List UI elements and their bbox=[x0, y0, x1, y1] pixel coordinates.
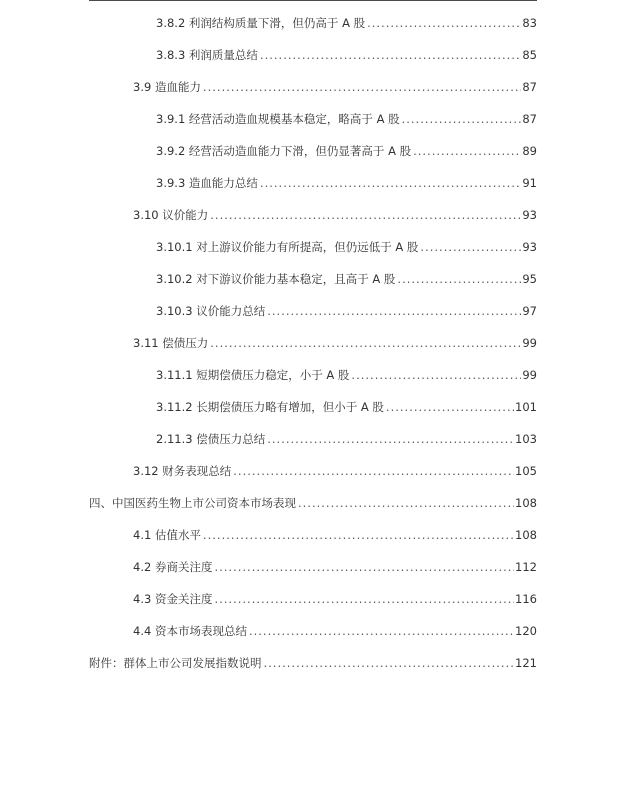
toc-entry-3-11[interactable] bbox=[133, 330, 537, 350]
toc-page-number: 97 bbox=[522, 304, 537, 318]
toc-entry-2-11-3[interactable] bbox=[156, 426, 537, 446]
toc-entry-3-11-2[interactable] bbox=[156, 394, 537, 414]
toc-dot-leader bbox=[233, 464, 514, 478]
toc-page-number: 120 bbox=[515, 624, 537, 638]
toc-entry-title: 四、中国医药生物上市公司资本市场表现 bbox=[89, 496, 296, 510]
toc-entry-3-8-3[interactable] bbox=[156, 42, 537, 62]
toc-entry-4-3[interactable] bbox=[133, 586, 537, 606]
toc-page-number: 93 bbox=[522, 240, 537, 254]
toc-dot-leader bbox=[397, 272, 521, 286]
toc-entry-title: 3.10.2 对下游议价能力基本稳定，且高于 A 股 bbox=[156, 272, 396, 286]
toc-entry-title: 3.10 议价能力 bbox=[133, 208, 209, 222]
toc-dot-leader bbox=[203, 80, 521, 94]
toc-entry-appendix[interactable] bbox=[89, 650, 537, 670]
toc-page-number: 105 bbox=[515, 464, 537, 478]
toc-entry-title: 2.11.3 偿债压力总结 bbox=[156, 432, 266, 446]
toc-page-number: 87 bbox=[522, 112, 537, 126]
toc-dot-leader bbox=[264, 656, 515, 670]
toc-entry-3-9-1[interactable] bbox=[156, 106, 537, 126]
toc-dot-leader bbox=[351, 368, 521, 382]
toc-entry-title: 3.11 偿债压力 bbox=[133, 336, 209, 350]
toc-entry-3-10-2[interactable] bbox=[156, 266, 537, 286]
toc-page-number: 85 bbox=[522, 48, 537, 62]
toc-page-number: 87 bbox=[522, 80, 537, 94]
toc-page-number: 112 bbox=[515, 560, 537, 574]
toc-entry-3-12[interactable] bbox=[133, 458, 537, 478]
toc-dot-leader bbox=[420, 240, 521, 254]
toc-dot-leader bbox=[214, 592, 514, 606]
toc-dot-leader bbox=[210, 208, 521, 222]
toc-page-number: 95 bbox=[522, 272, 537, 286]
toc-page-number: 101 bbox=[515, 400, 537, 414]
toc-dot-leader bbox=[260, 176, 521, 190]
toc-entry-title: 3.11.2 长期偿债压力略有增加，但小于 A 股 bbox=[156, 400, 384, 414]
toc-entry-title: 3.11.1 短期偿债压力稳定，小于 A 股 bbox=[156, 368, 350, 382]
toc-dot-leader bbox=[214, 560, 514, 574]
toc-entry-3-10-1[interactable] bbox=[156, 234, 537, 254]
toc-dot-leader bbox=[402, 112, 522, 126]
toc-entry-title: 3.12 财务表现总结 bbox=[133, 464, 232, 478]
toc-entry-title: 3.8.3 利润质量总结 bbox=[156, 48, 258, 62]
toc-entry-3-9-3[interactable] bbox=[156, 170, 537, 190]
toc-entry-title: 3.8.2 利润结构质量下滑，但仍高于 A 股 bbox=[156, 16, 366, 30]
toc-entry-3-10[interactable] bbox=[133, 202, 537, 222]
toc-entry-title: 3.10.3 议价能力总结 bbox=[156, 304, 266, 318]
header-rule bbox=[89, 0, 537, 1]
toc-dot-leader bbox=[267, 304, 521, 318]
toc-page-number: 91 bbox=[522, 176, 537, 190]
toc-dot-leader bbox=[267, 432, 514, 446]
toc-page-number: 108 bbox=[515, 496, 537, 510]
toc-entry-4-2[interactable] bbox=[133, 554, 537, 574]
toc-entry-chapter-4[interactable] bbox=[89, 490, 537, 510]
toc-entry-title: 附件：群体上市公司发展指数说明 bbox=[89, 656, 262, 670]
toc-page-number: 89 bbox=[522, 144, 537, 158]
toc-page-number: 99 bbox=[522, 336, 537, 350]
toc-entry-title: 3.10.1 对上游议价能力有所提高，但仍远低于 A 股 bbox=[156, 240, 419, 254]
toc-page-number: 83 bbox=[522, 16, 537, 30]
toc-dot-leader bbox=[386, 400, 514, 414]
toc-entry-3-9[interactable] bbox=[133, 74, 537, 94]
toc-entry-title: 3.9.2 经营活动造血能力下滑，但仍显著高于 A 股 bbox=[156, 144, 412, 158]
toc-entry-3-8-2[interactable] bbox=[156, 10, 537, 30]
toc-entry-3-9-2[interactable] bbox=[156, 138, 537, 158]
toc-dot-leader bbox=[298, 496, 514, 510]
toc-page-number: 103 bbox=[515, 432, 537, 446]
toc-entry-4-4[interactable] bbox=[133, 618, 537, 638]
toc-dot-leader bbox=[210, 336, 521, 350]
toc-entry-title: 4.4 资本市场表现总结 bbox=[133, 624, 247, 638]
toc-entry-title: 4.3 资金关注度 bbox=[133, 592, 213, 606]
toc-entry-title: 3.9.1 经营活动造血规模基本稳定，略高于 A 股 bbox=[156, 112, 400, 126]
toc-entry-3-10-3[interactable] bbox=[156, 298, 537, 318]
toc-entry-title: 4.2 券商关注度 bbox=[133, 560, 213, 574]
toc-page-number: 121 bbox=[515, 656, 537, 670]
toc-dot-leader bbox=[413, 144, 521, 158]
toc-entry-title: 3.9 造血能力 bbox=[133, 80, 201, 94]
toc-entry-3-11-1[interactable] bbox=[156, 362, 537, 382]
toc-page-number: 93 bbox=[522, 208, 537, 222]
toc-page-number: 108 bbox=[515, 528, 537, 542]
toc-dot-leader bbox=[367, 16, 521, 30]
toc-entry-title: 3.9.3 造血能力总结 bbox=[156, 176, 258, 190]
toc-page-number: 99 bbox=[522, 368, 537, 382]
toc-entry-4-1[interactable] bbox=[133, 522, 537, 542]
toc-page-number: 116 bbox=[515, 592, 537, 606]
toc-dot-leader bbox=[249, 624, 514, 638]
toc-entry-title: 4.1 估值水平 bbox=[133, 528, 201, 542]
toc-dot-leader bbox=[203, 528, 514, 542]
toc-dot-leader bbox=[260, 48, 521, 62]
